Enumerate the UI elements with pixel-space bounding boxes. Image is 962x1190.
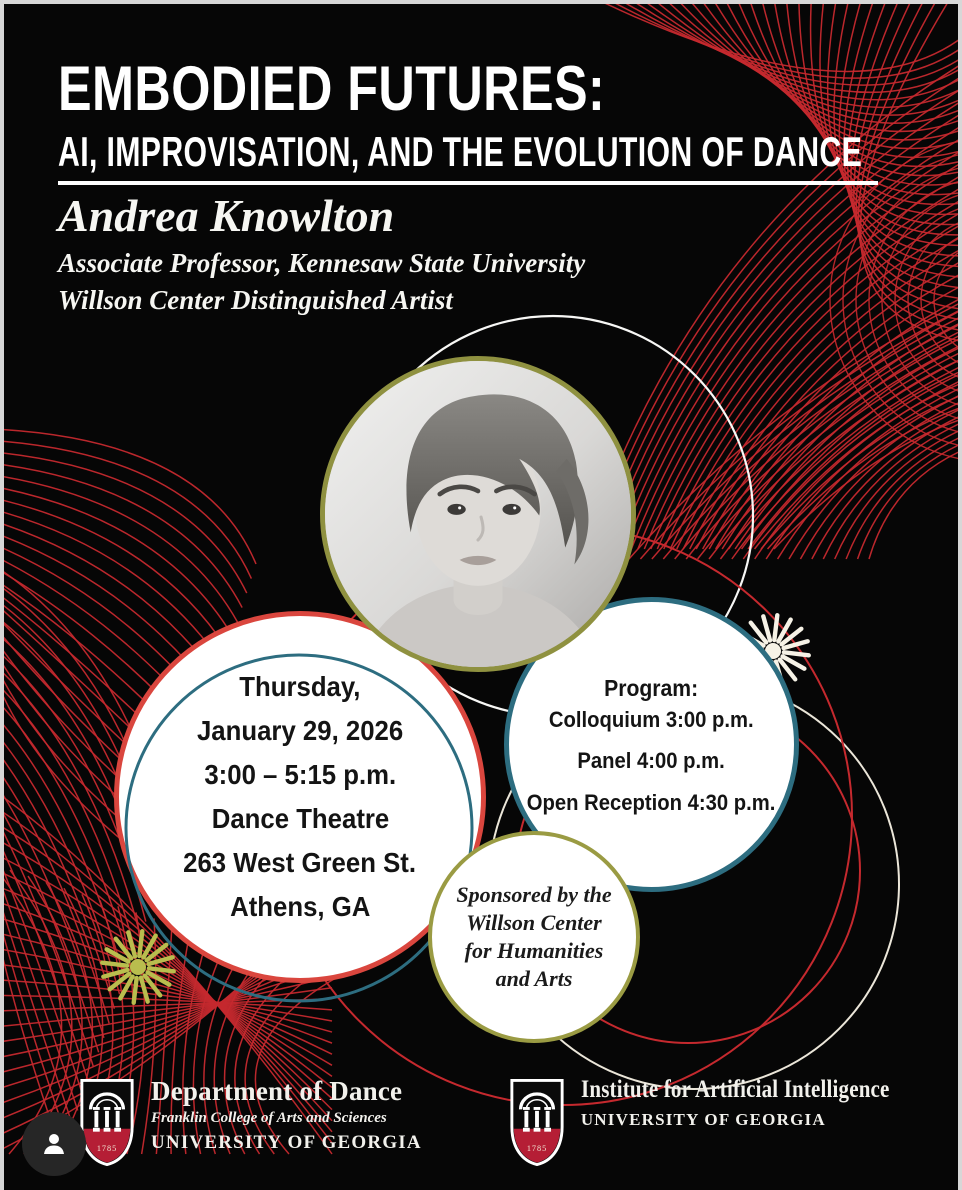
program-heading: Program: [604,675,699,701]
avatar-button[interactable] [22,1112,86,1176]
speaker-name: Andrea Knowlton [58,190,395,241]
shield-year-label: 1785 [526,1144,547,1153]
speaker-photo [320,356,636,672]
sponsor-line-4: and Arts [495,966,573,991]
event-date: January 29, 2026 [196,715,404,746]
logo-title: Department of Dance [151,1076,403,1106]
program-item-colloquium: Colloquium 3:00 p.m. [549,706,754,732]
program-item-panel: Panel 4:00 p.m. [577,748,726,774]
sponsor-line-3: for Humanities [464,938,604,963]
event-poster [4,4,958,1190]
institute-for-ai-logo [508,1076,948,1168]
shield-year-label: 1785 [96,1144,118,1153]
title-line-1: EMBODIED FUTURES: [58,54,606,124]
speaker-role-2: Willson Center Distinguished Artist [58,285,453,316]
poster-title [58,54,958,176]
logo-institution: UNIVERSITY OF GEORGIA [151,1131,422,1153]
uga-arch-shield-icon [508,1076,566,1168]
program-item-reception: Open Reception 4:30 p.m. [527,789,776,815]
speaker-block [58,190,585,317]
person-icon [39,1129,69,1159]
speaker-role-1: Associate Professor, Kennesaw State University [58,247,586,278]
logo-institution: UNIVERSITY OF GEORGIA [580,1109,826,1129]
sponsor-line-2: Willson Center [466,910,602,935]
event-address: 263 West Green St. [183,847,417,878]
event-time: 3:00 – 5:15 p.m. [204,759,396,790]
department-of-dance-logo [78,1076,422,1168]
sponsor-line-1: Sponsored by the [456,882,612,907]
title-divider-rule [58,181,878,185]
event-city: Athens, GA [229,891,371,922]
speaker-portrait-graphic [325,361,631,667]
logo-subtitle: Franklin College of Arts and Sciences [151,1110,387,1127]
logo-title: Institute for Artificial Intelligence [580,1076,890,1103]
sponsor-circle [428,831,640,1043]
event-day: Thursday, [239,671,361,702]
footer-logos [4,1076,958,1168]
event-venue: Dance Theatre [211,803,389,834]
uga-arch-shield-icon [78,1076,136,1168]
title-line-2: AI, IMPROVISATION, AND THE EVOLUTION OF DANCE [58,128,863,176]
